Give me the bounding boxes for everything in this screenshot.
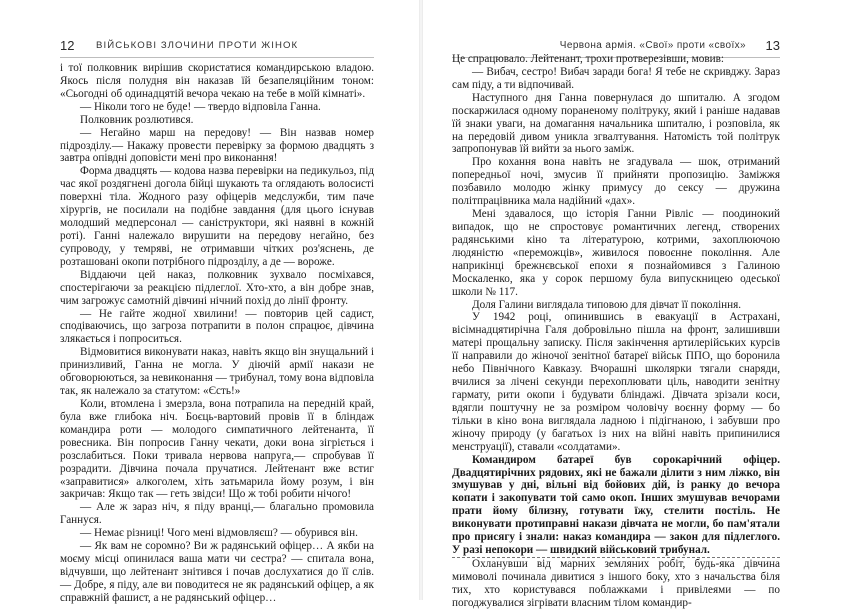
left-page-number: 12	[60, 38, 75, 53]
paragraph: Доля Галини виглядала типовою для дівчат її покоління.	[472, 298, 742, 311]
paragraph: Коли, втомлена і змерзла, вона потрапила на передній край, була вже глибока ніч. Боєць-вартовий провів її в бліндаж командира роти — молодого симпатичного лейтенанта, її ровесника. Він попросив Ганну чекати, доки вона зігріється і розслабиться. Поки тривала нервова напруга,— спробував її розрадити. Дівчина почала пручатися. Лейтенант вже встиг «заправитися» алкоголем, хіть затьмарила йому розум, і він закричав: Якщо так — геть звідси! Що ж тобі робити нічого!	[60, 397, 374, 501]
paragraph: — Але ж зараз ніч, я піду вранці,— благально промовила Ганнуся.	[60, 501, 374, 527]
paragraph: — Ніколи того не буде! — твердо відповіла Ганна.	[80, 100, 321, 113]
paragraph: Мені здавалося, що історія Ганни Рівліс — поодинокий випадок, що не спростовує романтичних легенд, створених радянськими кіно та літературою, котрими, захоплюючою людяністю «переможців», живилося повоєнне покоління. Але наприкінці брежнєвської епохи я познайомився з Галиною Москаленко, яка у сорок першому була випускницею одеської школи № 117.	[452, 208, 780, 298]
paragraph: — Немає різниці! Чого мені відмовляєш? — обурився він.	[80, 527, 358, 540]
highlighted-paragraph: Командиром батареї був сорокарічний офіцер. Двадцятирічних рядових, які не бажали ділити з ним ліжко, він змушував у дні, вільні від бойових дій, із ранку до вечора копати і закопувати той само окоп. Інших змушував вечорами прати йому білизну, готувати їжу, стелити постіль. Не виконувати протиправні накази дівчата не могли, бо пам'ятали про присягу і знали: наказ командира — закон для підлеглого. У разі непокори — швидкий військовий трибунал.	[452, 453, 780, 557]
left-running-head: ВІЙСЬКОВІ ЗЛОЧИНИ ПРОТИ ЖІНОК	[96, 40, 299, 51]
paragraph: Віддаючи цей наказ, полковник зухвало посміхався, спостерігаючи за реакцією підлеглої. Хто-хто, а він добре знав, чим загрожує самотній дівчині нічний похід до лінії фронту.	[60, 268, 374, 307]
paragraph: — Як вам не соромно? Ви ж радянський офіцер… А якби на моєму місці опинилася ваша мати чи сестра? — спитала вона, відчувши, що лейтенант знітився і почав дослухатися до її слів.— Добре, я піду, але ви поводитеся не як радянський офіцер, а як справжній фашист, а не радянський офіцер…	[60, 540, 374, 604]
paragraph: Охланувши від марних земляних робіт, будь-яка дівчина мимоволі починала дивитися з іншого боку, хто з начальства біля тих, хто користувався поблажками і привілеями — по погоджувалися зігрівати власним тілом командир-	[452, 557, 780, 609]
paragraph: Про кохання вона навіть не згадувала — шок, отриманий попередньої ночі, змусив її прийняти пропозицію. Заміжжя позбавило молодю жінку примусу до сексу — дружина політпрацівника мала надійний «дах».	[452, 156, 780, 208]
paragraph: Форма двадцять — кодова назва перевірки на педикульоз, під час якої роздягнені догола бійці шукають та оглядають волосисті поверхні тіла. Жодного разу офіцерів медслужби, тим паче хірургів, не посилали на подібне завдання (для цього існував молодший медперсонал — саніструктори, які наявні в кожній роті). Ганні належало вирушити на передову негайно, без супроводу, у темряві, не отримавши чітких роз'яснень, де розташовані окопи потрібного підрозділу, а де — вороже.	[60, 165, 375, 268]
paragraph: Це спрацювало. Лейтенант, трохи протверезівши, мовив:	[452, 53, 725, 65]
paragraph: Полковник розлютився.	[80, 113, 194, 126]
right-page-number: 13	[765, 38, 780, 53]
paragraph: Відмовитися виконувати наказ, навіть якщо він знущальний і принизливий, Ганна не могла. У діючій армії накази не обговорюються, за невиконання — трибунал, тому вона відповіла так, як належало за статутом: «Єсть!»	[60, 346, 375, 398]
paragraph: Наступного дня Ганна повернулася до шпиталю. А згодом поскаржилася одному пораненому політруку, який і раніше надавав їй знаки уваги, на домагання начальника шпиталю, і розповіла, як на передовій дивом уникла згвалтування. Натомість той політрук запропонував їй вийти за нього заміж.	[452, 91, 780, 156]
right-running-head: Червона армія. «Свої» проти «своїх»	[559, 40, 746, 51]
right-page-text	[452, 53, 780, 610]
paragraph: У 1942 році, опинившись в евакуації в Астрахані, вісімнадцятирічна Галя добровільно пішла на фронт, залишивши матері прощальну записку. Після закінчення артилерійських курсів її направили до жіночої зенітної батареї військ ППО, що боронила небо Північного Кавказу. Вчорашні школярки тягали снаряди, вчилися за лічені секунди перехоплювати ціль, наводити зенітну гармату, рити окопи і будувати бліндажі. Дівчата зрізали коси, вдягли поштучну не за розміром чоловічу воєнну форму — бо тільки в кіно вона виглядала ладною і підігнаною, і забувши про жіночу природу (у багатьох із них на війні навіть припинилися менструації), ставали «солдатами».	[452, 311, 780, 453]
paragraph: — Негайно марш на передову! — Він назвав номер підрозділу.— Накажу провести перевірку за формою двадцять з завтра опівдні доповісти мені про виконання!	[60, 126, 374, 165]
paragraph: — Вибач, сестро! Вибач заради бога! Я тебе не скривджу. Зараз сам піду, а ти відпочивай.	[452, 65, 780, 91]
paragraph: — Не гайте жодної хвилини! — повторив цей садист, сподіваючись, що загроза потрапити в полон спрацює, дівчина злякається і попроситься.	[60, 307, 374, 346]
paragraph: і тої полковник вирішив скористатися командирською владою. Якось після полудня він наказав їй безапеляційним тоном: «Сьогодні об одинадцятій вечора чекаю на тебе в моїй кімнаті».	[60, 62, 374, 100]
